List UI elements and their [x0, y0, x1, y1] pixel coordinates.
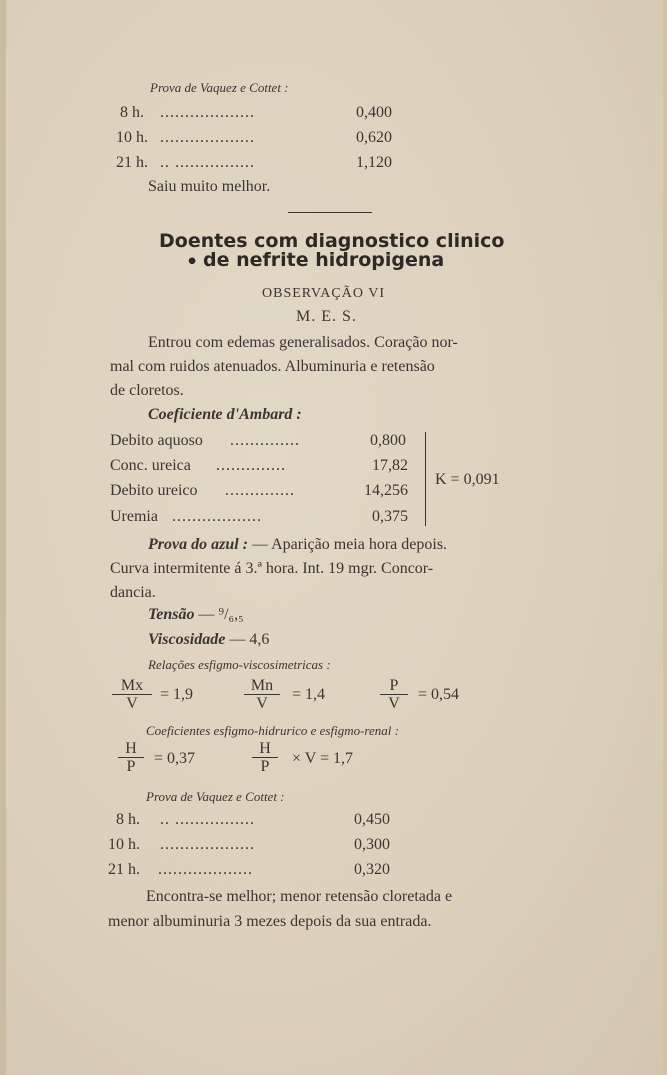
fraction — [112, 677, 152, 712]
vaquez-row-dots: ................... — [160, 836, 255, 853]
fraction — [380, 677, 408, 712]
section-subheading: de nefrite hidropigena — [203, 249, 445, 271]
vaquez-row-dots: .. ................ — [160, 811, 255, 828]
ambard-row-label: Conc. ureica — [110, 457, 191, 474]
ambard-row-dots: .............. — [216, 457, 286, 474]
vaquez-row-label: 21 h. — [116, 154, 148, 171]
vaquez-row-value: 0,400 — [356, 104, 392, 121]
fraction-denominator: V — [388, 695, 400, 712]
ambard-title: Coeficiente d'Ambard : — [148, 406, 302, 423]
fraction-value: = 0,54 — [418, 686, 460, 703]
fraction-value: = 0,37 — [154, 750, 196, 767]
vaquez-note: Saiu muito melhor. — [148, 178, 271, 195]
vaquez-row-value: 0,450 — [354, 811, 390, 828]
fraction-numerator: H — [252, 740, 278, 758]
ambard-row-value: 0,375 — [372, 508, 408, 525]
ambard-row-dots: .................. — [172, 508, 262, 525]
patient-initials: M. E. S. — [296, 308, 357, 325]
ambard-row-value: 17,82 — [372, 457, 408, 474]
paragraph-line: Entrou com edemas generalisados. Coração nor- — [148, 334, 458, 351]
viscosidade-line — [148, 631, 269, 649]
tensao-line — [148, 606, 244, 624]
paragraph-line: Curva intermitente á 3.ª hora. Int. 19 mgr. Concor- — [110, 560, 434, 577]
paragraph-line: menor albuminuria 3 mezes depois da sua entrada. — [108, 913, 432, 930]
ambard-k-value: K = 0,091 — [435, 471, 500, 488]
fraction-denominator: P — [126, 758, 136, 775]
ambard-row-value: 14,256 — [364, 482, 408, 499]
vaquez-row-value: 0,620 — [356, 129, 392, 146]
paragraph-line: mal com ruidos atenuados. Albuminuria e retensão — [110, 358, 435, 375]
fraction — [118, 740, 144, 775]
paragraph-line: Encontra-se melhor; menor retensão cloretada e — [146, 888, 453, 905]
azul-line — [148, 534, 447, 556]
vaquez-row-value: 0,320 — [354, 861, 390, 878]
vaquez-row-label: 8 h. — [120, 104, 144, 121]
vaquez-row-label: 8 h. — [116, 811, 140, 828]
fraction-denominator: P — [260, 758, 270, 775]
fraction — [252, 740, 278, 775]
vaquez-row-dots: .. ................ — [160, 154, 255, 171]
vaquez-title: Prova de Vaquez e Cottet : — [150, 80, 289, 95]
ambard-row-label: Debito ureico — [110, 482, 198, 499]
fraction-numerator: P — [380, 677, 408, 695]
vaquez-row-label: 21 h. — [108, 861, 140, 878]
ambard-brace — [425, 432, 426, 526]
vaquez-row-label: 10 h. — [108, 836, 140, 853]
tensao-value: — ⁹/₆,₅ — [198, 606, 244, 623]
fraction-value: × V = 1,7 — [292, 750, 354, 767]
vaquez-row-value: 1,120 — [356, 154, 392, 171]
ambard-row-label: Uremia — [110, 508, 158, 525]
ambard-row-dots: .............. — [225, 482, 295, 499]
vaquez-row-dots: ................... — [158, 861, 253, 878]
azul-label: Prova do azul : — [148, 536, 248, 553]
observation-title: OBSERVAÇÃO VI — [262, 286, 385, 301]
viscosidade-value: — 4,6 — [225, 631, 270, 648]
vaquez-row-value: 0,300 — [354, 836, 390, 853]
fraction-denominator: V — [126, 695, 138, 712]
fraction — [244, 677, 280, 712]
viscosidade-label: Viscosidade — [148, 631, 226, 648]
ambard-row-value: 0,800 — [370, 432, 406, 449]
fraction-numerator: Mx — [112, 677, 152, 695]
relacoes-title: Relações esfigmo-viscosimetricas : — [148, 657, 331, 672]
ambard-row-label: Debito aquoso — [110, 432, 203, 449]
fraction-value: = 1,9 — [160, 686, 194, 703]
paragraph-line: de cloretos. — [110, 382, 184, 399]
section-divider — [288, 212, 372, 213]
page-edge-right — [663, 0, 667, 1075]
fraction-numerator: H — [118, 740, 144, 758]
fraction-denominator: V — [256, 695, 268, 712]
vaquez-row-dots: ................... — [160, 104, 255, 121]
ambard-row-dots: .............. — [230, 432, 300, 449]
fraction-value: = 1,4 — [292, 686, 326, 703]
fraction-numerator: Mn — [244, 677, 280, 695]
bullet-icon: • — [186, 251, 199, 273]
azul-text: — Aparição meia hora depois. — [248, 536, 448, 553]
vaquez-title: Prova de Vaquez e Cottet : — [146, 789, 285, 804]
vaquez-row-dots: ................... — [160, 129, 255, 146]
section-heading: Doentes com diagnostico clinico — [159, 230, 505, 252]
paragraph-line: dancia. — [110, 584, 156, 601]
vaquez-row-label: 10 h. — [116, 129, 148, 146]
coeficientes-title: Coeficientes esfigmo-hidrurico e esfigmo-renal : — [146, 723, 399, 738]
tensao-label: Tensão — [148, 606, 195, 623]
page-edge-left — [0, 0, 6, 1075]
